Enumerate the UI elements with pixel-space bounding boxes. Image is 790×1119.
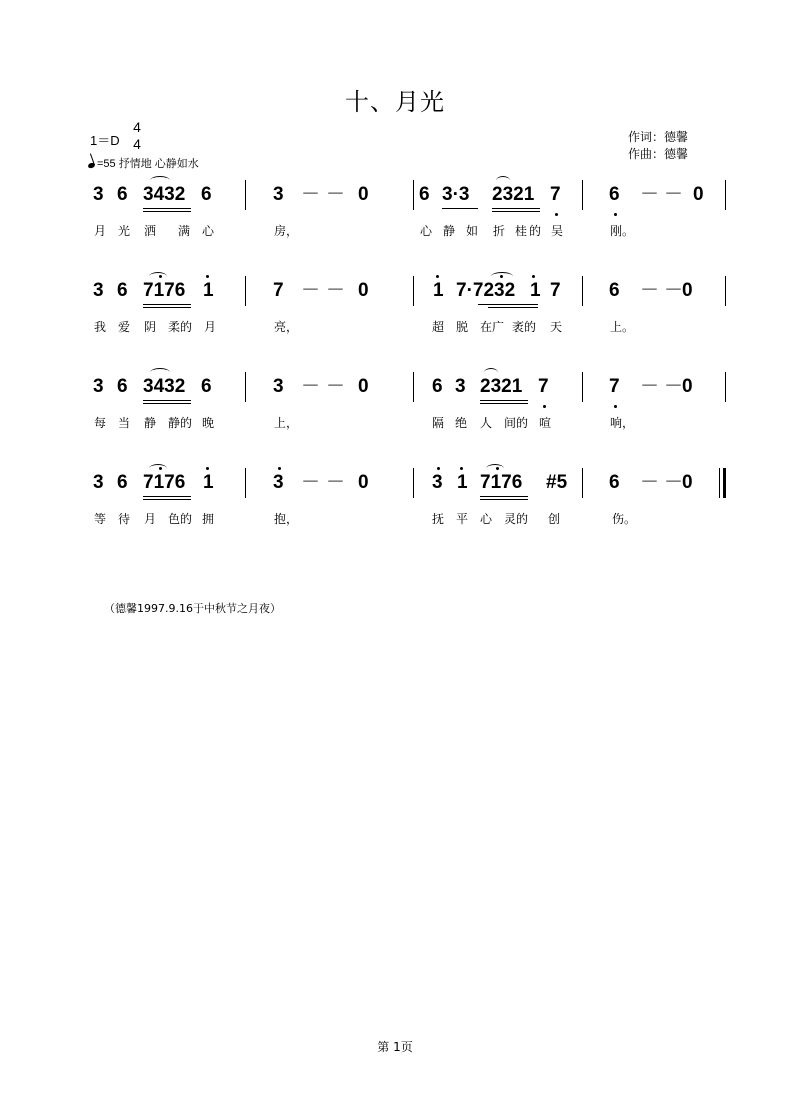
score-line-4: [0, 464, 790, 534]
lyric: 拥: [202, 512, 215, 526]
high-octave-dot: [206, 275, 209, 278]
underline: [143, 307, 191, 308]
lyric: 脱: [456, 320, 469, 334]
high-octave-dot: [437, 467, 440, 470]
high-octave-dot: [460, 467, 463, 470]
barline: [245, 276, 246, 306]
staff: [0, 464, 790, 504]
low-octave-dot: [543, 405, 546, 408]
lyric: 人: [480, 416, 493, 430]
slur: [150, 368, 170, 377]
note-sharp: #5: [546, 472, 568, 493]
lyric: 响，: [610, 416, 635, 430]
note: 3: [273, 184, 284, 205]
lyric: 静的: [168, 416, 193, 430]
note-group: 3432: [143, 376, 186, 397]
lyric: 我: [94, 320, 107, 334]
page-number: 第 1页: [377, 1040, 413, 1054]
dash: －: [326, 376, 346, 397]
note-group: 7176: [143, 280, 186, 301]
lyric: 房，: [274, 224, 299, 238]
barline: [413, 468, 414, 498]
underline: [480, 496, 528, 497]
underline: [480, 499, 528, 500]
barline: [413, 372, 414, 402]
barline: [413, 180, 414, 210]
final-barline-thick: [723, 468, 726, 498]
barline: [725, 372, 726, 402]
time-bottom: 4: [133, 136, 141, 152]
tempo-value: =55: [97, 158, 116, 170]
slur: [149, 464, 167, 473]
lyric: 月: [94, 224, 107, 238]
note: 3: [455, 376, 466, 397]
note-group: 3·3: [442, 184, 470, 205]
barline: [725, 276, 726, 306]
rest: 0: [358, 472, 369, 493]
score-line-3: [0, 368, 790, 438]
barline: [582, 180, 583, 210]
note: 1: [203, 280, 214, 301]
time-top: 4: [133, 119, 141, 135]
high-octave-dot: [436, 275, 439, 278]
slur: [496, 176, 510, 185]
note: 7: [550, 184, 561, 205]
lyric: 月: [204, 320, 217, 334]
underline: [492, 211, 540, 212]
note: 3: [432, 472, 443, 493]
lyric: 绝: [455, 416, 468, 430]
composer-credit: 作曲：德馨: [628, 147, 689, 161]
note: 1: [433, 280, 444, 301]
lyric: 刚。: [610, 224, 635, 238]
lyric: 超: [432, 320, 445, 334]
lyric: 静: [144, 416, 157, 430]
lyric: 晚: [202, 416, 215, 430]
lyric: 抚: [432, 512, 445, 526]
dash: －: [301, 184, 321, 205]
lyric: 的: [529, 224, 542, 238]
barline: [245, 180, 246, 210]
time-signature: [130, 119, 144, 153]
lyric: 桂: [515, 224, 528, 238]
lyric: 隔: [432, 416, 445, 430]
lyric: 色的: [168, 512, 193, 526]
score-line-2: [0, 272, 790, 342]
barline: [245, 372, 246, 402]
lyric: 柔的: [168, 320, 193, 334]
final-barline-thin: [719, 468, 720, 498]
quarter-note-icon: [87, 162, 95, 169]
lyric: 洒: [144, 224, 157, 238]
slur: [484, 368, 498, 377]
lyric: 折: [493, 224, 506, 238]
dash: －: [664, 184, 684, 205]
tempo-marking: [88, 155, 199, 171]
underline: [478, 304, 538, 305]
note: 1: [457, 472, 468, 493]
lyric: 心: [420, 224, 433, 238]
note: 1: [530, 280, 541, 301]
dash: －: [664, 376, 684, 397]
note-group: 7·7232: [456, 280, 516, 301]
note: 7: [550, 280, 561, 301]
low-octave-dot: [555, 213, 558, 216]
dash: －: [326, 184, 346, 205]
footnote: （德馨1997.9.16于中秋节之月夜）: [104, 602, 281, 615]
lyric: 每: [94, 416, 107, 430]
lyric: 爱: [118, 320, 131, 334]
lyric: 等: [94, 512, 107, 526]
lyric: 平: [456, 512, 469, 526]
low-octave-dot: [614, 405, 617, 408]
lyricist-credit: 作词：德馨: [628, 130, 689, 144]
lyric: 当: [118, 416, 131, 430]
lyric: 抱，: [274, 512, 299, 526]
note: 6: [117, 376, 128, 397]
barline: [582, 372, 583, 402]
note-group: 2321: [492, 184, 535, 205]
note: 6: [201, 376, 212, 397]
barline: [413, 276, 414, 306]
note: 3: [273, 376, 284, 397]
note-group: 2321: [480, 376, 523, 397]
note: 6: [117, 184, 128, 205]
note: 3: [93, 184, 104, 205]
lyric: 静: [443, 224, 456, 238]
dash: －: [326, 472, 346, 493]
lyric: 亮，: [274, 320, 299, 334]
lyric: 伤。: [612, 512, 637, 526]
tempo-description: 抒情地 心静如水: [118, 158, 199, 170]
note: 3: [93, 376, 104, 397]
dash: －: [301, 280, 321, 301]
rest: 0: [358, 376, 369, 397]
high-octave-dot: [206, 467, 209, 470]
note: 3: [273, 472, 284, 493]
note-group: 7176: [480, 472, 523, 493]
note: 6: [419, 184, 430, 205]
high-octave-dot: [532, 275, 535, 278]
underline: [143, 403, 191, 404]
lyric: 吴: [551, 224, 564, 238]
rest: 0: [682, 280, 693, 301]
barline: [582, 276, 583, 306]
lyric: 月: [144, 512, 157, 526]
slur: [149, 272, 167, 281]
underline: [143, 499, 191, 500]
dash: －: [640, 376, 660, 397]
lyric: 上，: [274, 416, 299, 430]
lyric: 待: [118, 512, 131, 526]
underline: [143, 208, 191, 209]
lyric: 灵的: [504, 512, 529, 526]
lyric: 心: [480, 512, 493, 526]
page-title: 十、月光: [345, 88, 445, 116]
note-group: 3432: [143, 184, 186, 205]
underline: [480, 400, 528, 401]
note: 7: [273, 280, 284, 301]
note: 6: [432, 376, 443, 397]
lyric: 满: [178, 224, 191, 238]
note: 6: [609, 184, 620, 205]
dash: －: [640, 280, 660, 301]
note: 6: [117, 472, 128, 493]
lyric: 间的: [504, 416, 529, 430]
lyric: 喧: [539, 416, 552, 430]
lyric: 上。: [610, 320, 635, 334]
dash: －: [301, 376, 321, 397]
dash: －: [640, 472, 660, 493]
lyric: 袤的: [512, 320, 537, 334]
dash: －: [640, 184, 660, 205]
high-octave-dot: [278, 467, 281, 470]
underline: [143, 304, 191, 305]
rest: 0: [682, 472, 693, 493]
dash: －: [301, 472, 321, 493]
rest: 0: [358, 280, 369, 301]
barline: [582, 468, 583, 498]
high-octave-dot: [500, 275, 503, 278]
note: 6: [117, 280, 128, 301]
staff: [0, 368, 790, 408]
lyric: 天: [550, 320, 563, 334]
dash: －: [664, 472, 684, 493]
staff: [0, 272, 790, 312]
lyric: 光: [118, 224, 131, 238]
staff: [0, 176, 790, 216]
barline: [245, 468, 246, 498]
note: 3: [93, 280, 104, 301]
score-line-1: [0, 176, 790, 246]
underline: [143, 400, 191, 401]
lyric: 如: [466, 224, 479, 238]
low-octave-dot: [614, 213, 617, 216]
note: 7: [538, 376, 549, 397]
lyric: 在广: [480, 320, 505, 334]
underline: [442, 208, 478, 209]
underline: [143, 211, 191, 212]
rest: 0: [682, 376, 693, 397]
note-group: 7176: [143, 472, 186, 493]
barline: [725, 180, 726, 210]
underline: [480, 403, 528, 404]
rest: 0: [693, 184, 704, 205]
note: 7: [609, 376, 620, 397]
key-signature: 1＝D: [90, 133, 120, 148]
underline: [492, 208, 540, 209]
lyric: 创: [548, 512, 561, 526]
rest: 0: [358, 184, 369, 205]
note: 3: [93, 472, 104, 493]
lyric: 心: [202, 224, 215, 238]
note: 6: [201, 184, 212, 205]
note: 1: [203, 472, 214, 493]
underline: [488, 307, 538, 308]
lyric: 阴: [144, 320, 157, 334]
dash: －: [326, 280, 346, 301]
note: 6: [609, 280, 620, 301]
underline: [143, 496, 191, 497]
slur: [486, 464, 504, 473]
slur: [150, 176, 170, 185]
note: 6: [609, 472, 620, 493]
dash: －: [664, 280, 684, 301]
